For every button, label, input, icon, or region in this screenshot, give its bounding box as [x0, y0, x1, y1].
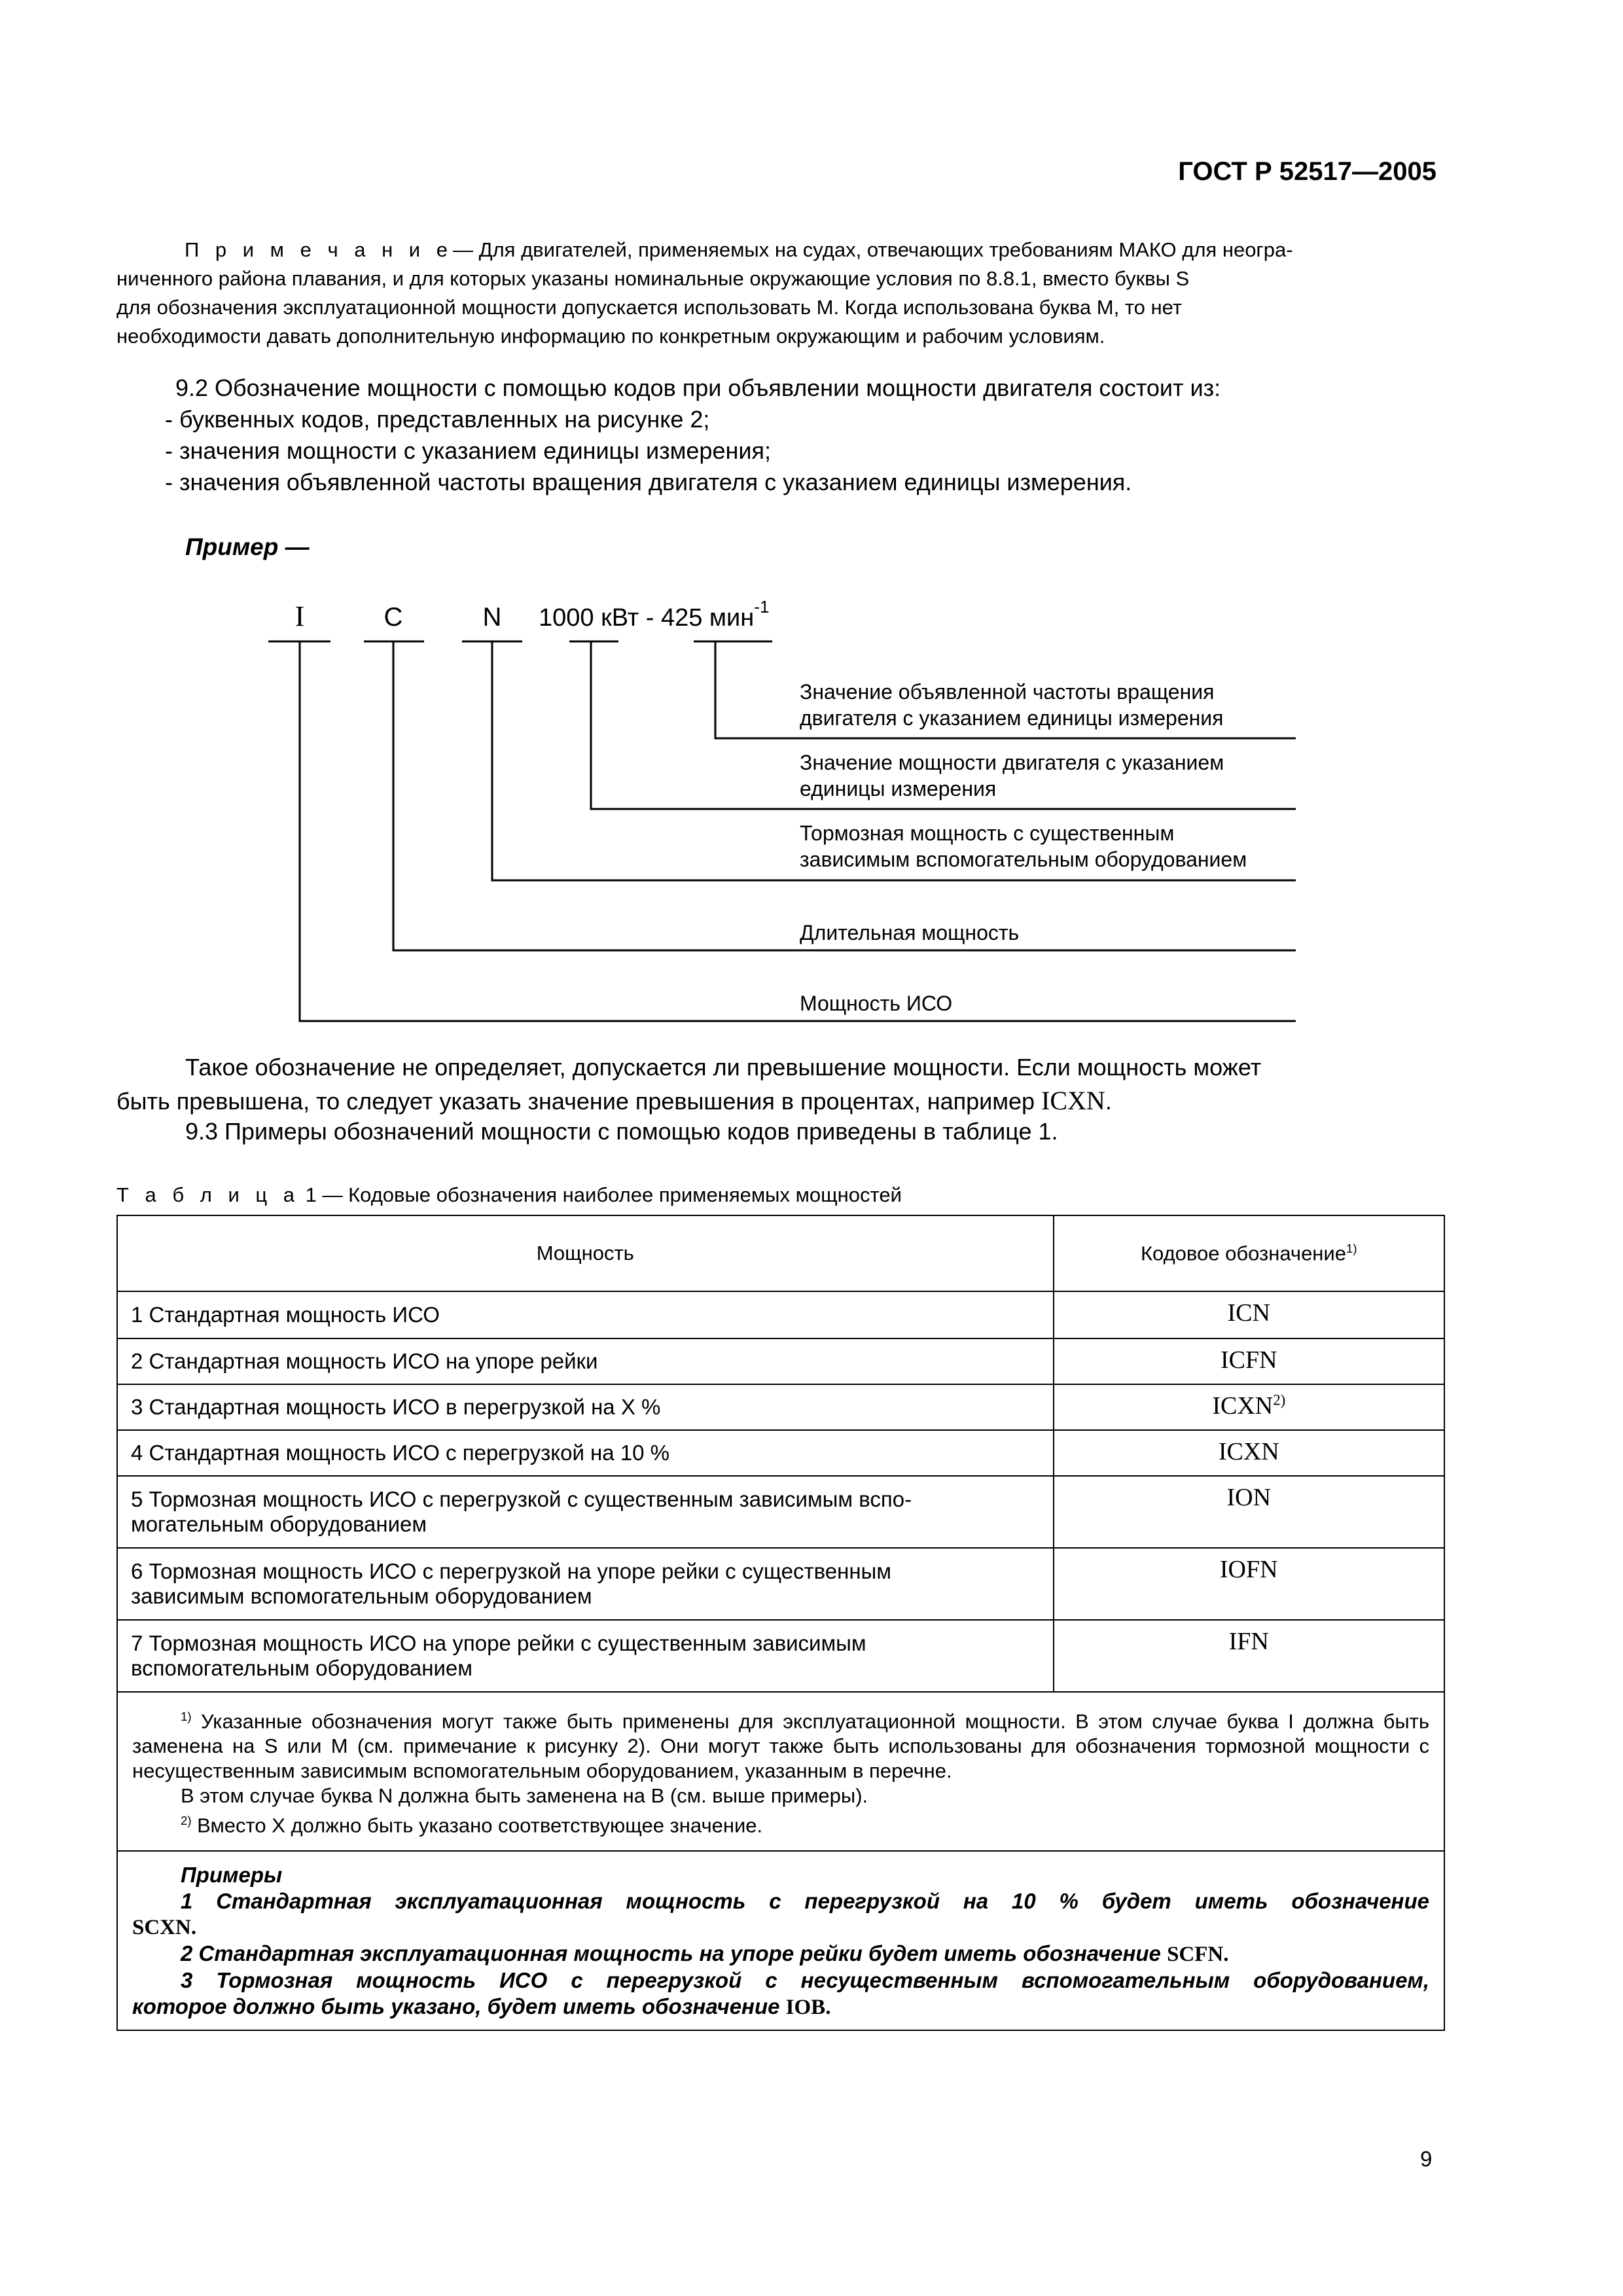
table-examples-row	[117, 1851, 1444, 2030]
table-row	[117, 1620, 1444, 1692]
after-example-line-2	[116, 1085, 1112, 1116]
table-row	[117, 1430, 1444, 1476]
footnote-1-text: Указанные обозначения могут также быть применены для эксплуатационной мощности. В этом случае буква I должна быть заменена на S или M (см. примечание к рисунку 2). Они могут также быть использованы для обозначения тормозной мощности с несущественным зависимым вспомогательным оборудованием, указанным в перечне.	[132, 1710, 1429, 1783]
note-line-3: для обозначения эксплуатационной мощности допускается использовать M. Когда использована буква M, то нет	[116, 296, 1183, 319]
row-code: ION	[1054, 1476, 1444, 1548]
label-brake-power-1: Тормозная мощность с существенным	[800, 821, 1175, 845]
note-label: П р и м е ч а н и е	[185, 238, 453, 261]
example-3-line-1: 3 Тормозная мощность ИСО с перегрузкой с несущественным вспомогательным оборудованием,	[181, 1967, 1429, 1992]
row-code: ICXN	[1054, 1430, 1444, 1476]
footnote-1	[132, 1704, 1429, 1784]
list-item: - значения мощности с указанием единицы измерения;	[165, 437, 771, 464]
after-example-line-1: Такое обозначение не определяет, допускается ли превышение мощности. Если мощность может	[185, 1054, 1262, 1081]
section-9-3: 9.3 Примеры обозначений мощности с помощью кодов приведены в таблице 1.	[185, 1118, 1058, 1145]
code-letter-n: N	[482, 603, 502, 632]
row-code: IOFN	[1054, 1548, 1444, 1620]
row-power: 3 Стандартная мощность ИСО в перегрузкой на X %	[117, 1384, 1054, 1430]
example-2-text: 2 Стандартная эксплуатационная мощность на упоре рейки будет иметь обозначение	[181, 1941, 1168, 1965]
table-row	[117, 1291, 1444, 1338]
example-label: Пример —	[185, 533, 310, 560]
after-example-line-2-text: быть превышена, то следует указать значение превышения в процентах, например	[116, 1088, 1042, 1115]
diagram-labels	[800, 680, 1247, 1015]
label-continuous-power: Длительная мощность	[800, 921, 1020, 944]
table-header-row	[117, 1215, 1444, 1291]
table-footnotes-row	[117, 1692, 1444, 1851]
header-code-text: Кодовое обозначение	[1140, 1242, 1346, 1265]
label-power-value-1: Значение мощности двигателя с указанием	[800, 751, 1224, 774]
row-code: ICXN$^{2)}$	[1054, 1384, 1444, 1430]
codes-table	[116, 1215, 1445, 2031]
example-1: 1 Стандартная эксплуатационная мощность с перегрузкой на 10 % будет иметь обозначение	[181, 1888, 1429, 1913]
section-9-2-intro: 9.2 Обозначение мощности с помощью кодов при объявлении мощности двигателя состоит из:	[175, 374, 1221, 401]
label-speed-1: Значение объявленной частоты вращения	[800, 680, 1215, 704]
example-3-code: IOB.	[785, 1995, 831, 2019]
code-letter-c: C	[383, 603, 403, 632]
code-letter-i: I	[294, 600, 305, 632]
codes-table-grid	[116, 1215, 1445, 2031]
table-caption-label: Т а б л и ц а	[116, 1183, 300, 1206]
label-speed-2: двигателя с указанием единицы измерения	[800, 706, 1224, 730]
row-code: ICN	[1054, 1291, 1444, 1338]
row-code: IFN	[1054, 1620, 1444, 1692]
row-power: 2 Стандартная мощность ИСО на упоре рейки	[117, 1338, 1054, 1384]
examples-title: Примеры	[181, 1862, 283, 1887]
note-line-4: необходимости давать дополнительную информацию по конкретным окружающим и рабочим условиям.	[116, 325, 1105, 348]
row-power: 6 Тормозная мощность ИСО с перегрузкой на упоре рейки с существенным зависимым вспомогательным оборудованием	[117, 1548, 1054, 1620]
footnote-2	[132, 1808, 1429, 1838]
table-row	[117, 1384, 1444, 1430]
label-brake-power-2: зависимым вспомогательным оборудованием	[800, 848, 1247, 871]
note-line-2: ниченного района плавания, и для которых указаны номинальные окружающие условия по 8.8.1, вместо буквы S	[116, 267, 1190, 290]
example-3-text: которое должно быть указано, будет иметь обозначение	[132, 1994, 786, 2018]
table-row	[117, 1548, 1444, 1620]
footnote-1-mark: 1)	[181, 1710, 192, 1723]
after-example-line-2-suffix: .	[1105, 1088, 1112, 1115]
footnote-2-mark: 2)	[181, 1814, 192, 1828]
footnote-2-text: Вместо X должно быть указано соответствующее значение.	[191, 1814, 763, 1837]
header-code-sup: 1)	[1346, 1241, 1357, 1255]
list-item: - буквенных кодов, представленных на рисунке 2;	[165, 406, 710, 433]
table-caption	[116, 1183, 902, 1207]
page-number: 9	[1420, 2147, 1433, 2171]
note-text-1: — Для двигателей, применяемых на судах, отвечающих требованиям МАКО для неогра-	[452, 238, 1293, 261]
code-example: ICXN	[1041, 1086, 1105, 1115]
code-diagram	[0, 0, 1623, 1073]
document-id: ГОСТ Р 52517—2005	[1178, 157, 1436, 186]
label-iso-power: Мощность ИСО	[800, 992, 953, 1015]
row-power: 1 Стандартная мощность ИСО	[117, 1291, 1054, 1338]
table-row	[117, 1476, 1444, 1548]
example-2-code: SCFN.	[1167, 1942, 1229, 1966]
row-code-sup: 2)	[1273, 1391, 1286, 1408]
example-2	[132, 1941, 1429, 1967]
example-1-code: SCXN.	[132, 1915, 197, 1939]
header-code	[1054, 1215, 1444, 1291]
power-value-text: 1000 кВт - 425 мин$^{-1}$	[539, 597, 770, 632]
row-code: ICFN	[1054, 1338, 1444, 1384]
list-item: - значения объявленной частоты вращения двигателя с указанием единицы измерения.	[165, 469, 1132, 495]
table-examples	[117, 1851, 1444, 2030]
label-power-value-2: единицы измерения	[800, 777, 997, 800]
table-footnotes	[117, 1692, 1444, 1851]
footnote-1-continued: В этом случае буква N должна быть заменена на B (см. выше примеры).	[181, 1784, 868, 1808]
example-3-line-2	[132, 1994, 1429, 2020]
row-power: 4 Стандартная мощность ИСО с перегрузкой на 10 %	[117, 1430, 1054, 1476]
table-row	[117, 1338, 1444, 1384]
row-power: 7 Тормозная мощность ИСО на упоре рейки с существенным зависимым вспомогательным оборудованием	[117, 1620, 1054, 1692]
row-power: 5 Тормозная мощность ИСО с перегрузкой с существенным зависимым вспо- могательным оборудованием	[117, 1476, 1054, 1548]
header-power: Мощность	[117, 1215, 1054, 1291]
table-caption-text: 1 — Кодовые обозначения наиболее применяемых мощностей	[300, 1183, 902, 1206]
